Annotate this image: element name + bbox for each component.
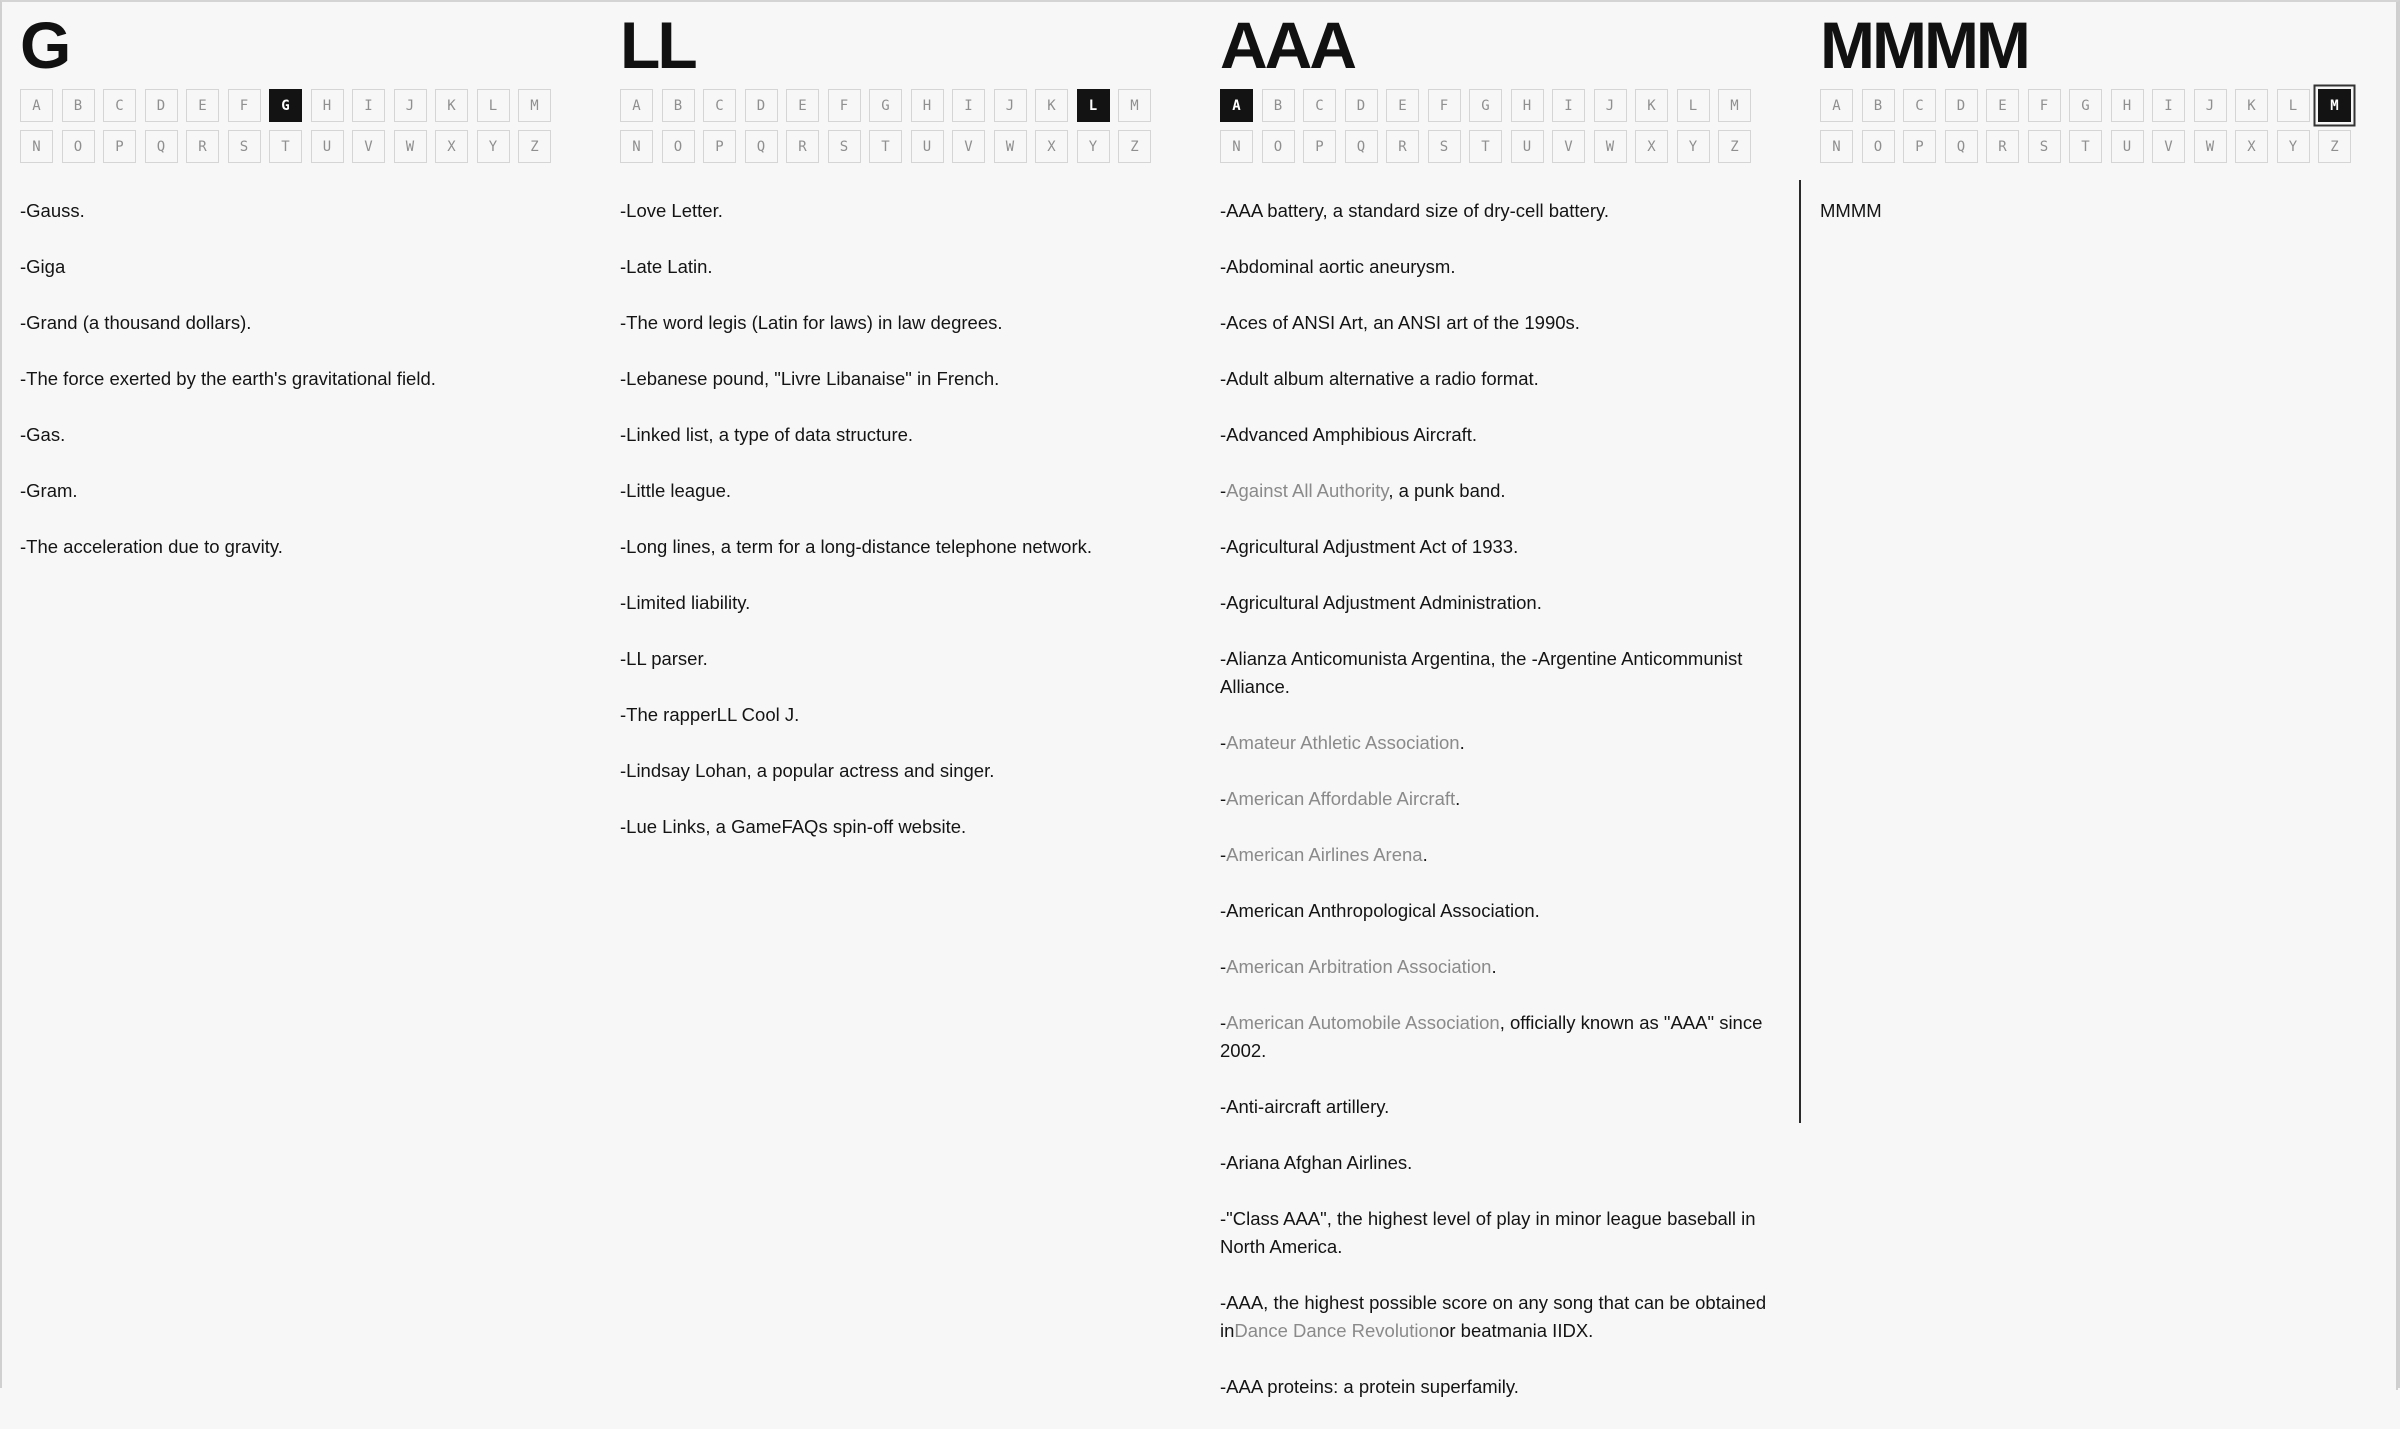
- letter-key-a[interactable]: A: [620, 89, 653, 122]
- definition-text: .: [1491, 956, 1497, 977]
- letter-key-k[interactable]: K: [1035, 89, 1068, 122]
- letter-key-x[interactable]: X: [1035, 130, 1068, 163]
- letter-row-n-z: [620, 130, 1160, 163]
- letter-key-r[interactable]: R: [1386, 130, 1419, 163]
- definition-text: -Long lines, a term for a long-distance telephone network.: [620, 536, 1093, 557]
- definition-item: [620, 701, 1180, 729]
- definition-item: [1220, 1289, 1780, 1345]
- letter-row-a-m: [1220, 89, 1760, 122]
- letter-key-t[interactable]: T: [269, 130, 302, 163]
- letter-key-o[interactable]: O: [662, 130, 695, 163]
- letter-key-q[interactable]: Q: [1945, 130, 1978, 163]
- letter-key-c[interactable]: C: [1903, 89, 1936, 122]
- letter-key-n[interactable]: N: [1820, 130, 1853, 163]
- letter-key-t[interactable]: T: [1469, 130, 1502, 163]
- letter-key-j[interactable]: J: [394, 89, 427, 122]
- letter-row-a-m: [20, 89, 560, 122]
- letter-key-c[interactable]: C: [103, 89, 136, 122]
- definition-link[interactable]: American Airlines Arena: [1226, 844, 1423, 865]
- definition-text: -: [1220, 956, 1227, 977]
- letter-key-y[interactable]: Y: [477, 130, 510, 163]
- letter-key-t[interactable]: T: [869, 130, 902, 163]
- letter-row-a-m: [1820, 89, 2360, 122]
- definition-text: -The rapperLL Cool J.: [620, 704, 800, 725]
- definition-item: [1220, 197, 1780, 225]
- definition-item: [1220, 1009, 1780, 1065]
- letter-key-f[interactable]: F: [828, 89, 861, 122]
- letter-key-s[interactable]: S: [828, 130, 861, 163]
- definition-text: or beatmania IIDX.: [1439, 1320, 1594, 1341]
- letter-row-n-z: [1220, 130, 1760, 163]
- definition-text: -Giga: [20, 256, 66, 277]
- definition-item: [1220, 1093, 1780, 1121]
- definition-item: [1220, 785, 1780, 813]
- definition-text: .: [1455, 788, 1461, 809]
- letter-key-o[interactable]: O: [62, 130, 95, 163]
- definition-text: -Gas.: [20, 424, 66, 445]
- definition-text: -Agricultural Adjustment Act of 1933.: [1220, 536, 1519, 557]
- letter-key-m[interactable]: M: [518, 89, 551, 122]
- letter-key-n[interactable]: N: [1220, 130, 1253, 163]
- letter-key-u[interactable]: U: [911, 130, 944, 163]
- window-edge: [2396, 2, 2398, 1390]
- definition-item: [1220, 365, 1780, 393]
- definition-text: -Linked list, a type of data structure.: [620, 424, 914, 445]
- letter-key-m[interactable]: M: [2318, 89, 2351, 122]
- letter-key-p[interactable]: P: [103, 130, 136, 163]
- definition-item: [1220, 421, 1780, 449]
- definition-link[interactable]: American Automobile Association: [1226, 1012, 1500, 1033]
- definition-item: [620, 197, 1180, 225]
- letter-key-x[interactable]: X: [1635, 130, 1668, 163]
- letter-key-j[interactable]: J: [1594, 89, 1627, 122]
- letter-key-y[interactable]: Y: [1077, 130, 1110, 163]
- letter-key-h[interactable]: H: [2111, 89, 2144, 122]
- letter-key-p[interactable]: P: [1303, 130, 1336, 163]
- column-title: AAA: [1220, 8, 1354, 82]
- definition-item: [1220, 477, 1780, 505]
- letter-key-p[interactable]: P: [703, 130, 736, 163]
- definition-text: -Gauss.: [20, 200, 85, 221]
- definition-item: [20, 309, 580, 337]
- definition-item: [20, 197, 580, 225]
- definition-text: -AAA proteins: a protein superfamily.: [1220, 1376, 1519, 1397]
- letter-key-q[interactable]: Q: [745, 130, 778, 163]
- letter-key-a[interactable]: A: [1220, 89, 1253, 122]
- definition-item: [1820, 197, 2380, 225]
- letter-key-z[interactable]: Z: [1718, 130, 1751, 163]
- definition-text: -: [1220, 788, 1227, 809]
- definition-item: [620, 253, 1180, 281]
- letter-key-h[interactable]: H: [1511, 89, 1544, 122]
- letter-key-v[interactable]: V: [952, 130, 985, 163]
- letter-key-v[interactable]: V: [2152, 130, 2185, 163]
- definition-text: , a punk band.: [1388, 480, 1506, 501]
- definition-text: -Late Latin.: [620, 256, 713, 277]
- letter-key-z[interactable]: Z: [1118, 130, 1151, 163]
- definition-list: [1820, 197, 2380, 253]
- definition-item: [20, 533, 580, 561]
- definition-text: , officially known as "AAA" since 2002.: [1220, 1012, 1763, 1061]
- definition-link[interactable]: Against All Authority: [1226, 480, 1389, 501]
- definition-text: -LL parser.: [620, 648, 708, 669]
- definition-text: -Anti-aircraft artillery.: [1220, 1096, 1390, 1117]
- letter-key-j[interactable]: J: [994, 89, 1027, 122]
- letter-key-v[interactable]: V: [1552, 130, 1585, 163]
- letter-key-i[interactable]: I: [352, 89, 385, 122]
- letter-key-w[interactable]: W: [2194, 130, 2227, 163]
- letter-key-h[interactable]: H: [911, 89, 944, 122]
- definition-text: -Adult album alternative a radio format.: [1220, 368, 1539, 389]
- definition-text: -Grand (a thousand dollars).: [20, 312, 252, 333]
- definition-item: [1220, 645, 1780, 701]
- column-divider: [1799, 180, 1801, 1123]
- definition-item: [1220, 533, 1780, 561]
- letter-key-e[interactable]: E: [1986, 89, 2019, 122]
- letter-key-o[interactable]: O: [1862, 130, 1895, 163]
- definition-link[interactable]: American Arbitration Association: [1226, 956, 1492, 977]
- definition-item: [20, 477, 580, 505]
- definition-text: -"Class AAA", the highest level of play in minor league baseball in North America.: [1220, 1208, 1756, 1257]
- definition-item: [1220, 309, 1780, 337]
- letter-key-d[interactable]: D: [1345, 89, 1378, 122]
- letter-key-d[interactable]: D: [1945, 89, 1978, 122]
- definition-text: .: [1422, 844, 1428, 865]
- letter-row-a-m: [620, 89, 1160, 122]
- letter-key-j[interactable]: J: [2194, 89, 2227, 122]
- letter-key-q[interactable]: Q: [1345, 130, 1378, 163]
- letter-key-r[interactable]: R: [1986, 130, 2019, 163]
- definition-text: -AAA, the highest possible score on any song that can be obtained in: [1220, 1292, 1767, 1341]
- definition-text: -Abdominal aortic aneurysm.: [1220, 256, 1456, 277]
- definition-text: -Lindsay Lohan, a popular actress and singer.: [620, 760, 995, 781]
- definition-text: -Little league.: [620, 480, 732, 501]
- letter-key-v[interactable]: V: [352, 130, 385, 163]
- letter-key-c[interactable]: C: [703, 89, 736, 122]
- letter-key-i[interactable]: I: [952, 89, 985, 122]
- definition-item: [620, 477, 1180, 505]
- definition-text: -Lebanese pound, "Livre Libanaise" in French.: [620, 368, 1000, 389]
- letter-key-t[interactable]: T: [2069, 130, 2102, 163]
- definition-item: [1220, 841, 1780, 869]
- definition-text: -: [1220, 1012, 1227, 1033]
- letter-key-k[interactable]: K: [1635, 89, 1668, 122]
- definition-link[interactable]: Amateur Athletic Association: [1226, 732, 1460, 753]
- letter-key-q[interactable]: Q: [145, 130, 178, 163]
- letter-key-o[interactable]: O: [1262, 130, 1295, 163]
- definition-item: [1220, 253, 1780, 281]
- definition-text: -Advanced Amphibious Aircraft.: [1220, 424, 1478, 445]
- definition-text: -Aces of ANSI Art, an ANSI art of the 1990s.: [1220, 312, 1580, 333]
- letter-key-d[interactable]: D: [745, 89, 778, 122]
- definition-text: MMMM: [1820, 200, 1882, 221]
- letter-key-k[interactable]: K: [435, 89, 468, 122]
- letter-key-u[interactable]: U: [1511, 130, 1544, 163]
- letter-key-d[interactable]: D: [145, 89, 178, 122]
- letter-key-w[interactable]: W: [994, 130, 1027, 163]
- letter-key-z[interactable]: Z: [2318, 130, 2351, 163]
- letter-key-g[interactable]: G: [269, 89, 302, 122]
- letter-key-x[interactable]: X: [2235, 130, 2268, 163]
- letter-key-a[interactable]: A: [1820, 89, 1853, 122]
- definition-text: -Ariana Afghan Airlines.: [1220, 1152, 1413, 1173]
- letter-key-z[interactable]: Z: [518, 130, 551, 163]
- definition-item: [1220, 1373, 1780, 1401]
- letter-key-e[interactable]: E: [186, 89, 219, 122]
- definition-text: -Agricultural Adjustment Administration.: [1220, 592, 1542, 613]
- definition-item: [620, 589, 1180, 617]
- letter-key-k[interactable]: K: [2235, 89, 2268, 122]
- letter-key-l[interactable]: L: [2277, 89, 2310, 122]
- definition-text: -American Anthropological Association.: [1220, 900, 1540, 921]
- definition-text: -The word legis (Latin for laws) in law degrees.: [620, 312, 1003, 333]
- definition-item: [20, 253, 580, 281]
- definition-link[interactable]: American Affordable Aircraft: [1226, 788, 1456, 809]
- definition-item: [620, 421, 1180, 449]
- definition-text: -: [1220, 480, 1227, 501]
- definition-item: [1220, 1149, 1780, 1177]
- definition-text: -Love Letter.: [620, 200, 723, 221]
- letter-key-i[interactable]: I: [2152, 89, 2185, 122]
- definition-item: [20, 421, 580, 449]
- definition-item: [620, 645, 1180, 673]
- letter-key-b[interactable]: B: [62, 89, 95, 122]
- letter-key-l[interactable]: L: [1077, 89, 1110, 122]
- definition-item: [620, 757, 1180, 785]
- definition-item: [620, 533, 1180, 561]
- letter-key-m[interactable]: M: [1118, 89, 1151, 122]
- letter-key-y[interactable]: Y: [1677, 130, 1710, 163]
- definition-text: -: [1220, 732, 1227, 753]
- definition-text: .: [1459, 732, 1465, 753]
- letter-key-f[interactable]: F: [228, 89, 261, 122]
- letter-key-h[interactable]: H: [311, 89, 344, 122]
- definition-text: -Gram.: [20, 480, 78, 501]
- definition-text: -The acceleration due to gravity.: [20, 536, 283, 557]
- letter-key-g[interactable]: G: [2069, 89, 2102, 122]
- letter-key-n[interactable]: N: [620, 130, 653, 163]
- definition-text: -The force exerted by the earth's gravitational field.: [20, 368, 436, 389]
- letter-key-b[interactable]: B: [1262, 89, 1295, 122]
- definition-text: -Alianza Anticomunista Argentina, the -Argentine Anticommunist Alliance.: [1220, 648, 1743, 697]
- definition-item: [620, 365, 1180, 393]
- letter-key-g[interactable]: G: [869, 89, 902, 122]
- letter-key-f[interactable]: F: [1428, 89, 1461, 122]
- letter-key-u[interactable]: U: [311, 130, 344, 163]
- letter-row-n-z: [20, 130, 560, 163]
- definition-list: [620, 197, 1180, 869]
- letter-row-n-z: [1820, 130, 2360, 163]
- letter-key-g[interactable]: G: [1469, 89, 1502, 122]
- column-title: G: [20, 8, 69, 82]
- letter-key-m[interactable]: M: [1718, 89, 1751, 122]
- definition-item: [1220, 953, 1780, 981]
- definition-text: -Lue Links, a GameFAQs spin-off website.: [620, 816, 967, 837]
- definition-item: [1220, 589, 1780, 617]
- definition-item: [1220, 729, 1780, 757]
- letter-key-s[interactable]: S: [228, 130, 261, 163]
- letter-key-b[interactable]: B: [662, 89, 695, 122]
- definition-list: [20, 197, 580, 589]
- definition-item: [1220, 897, 1780, 925]
- definition-item: [20, 365, 580, 393]
- letter-key-y[interactable]: Y: [2277, 130, 2310, 163]
- letter-key-x[interactable]: X: [435, 130, 468, 163]
- letter-key-w[interactable]: W: [394, 130, 427, 163]
- letter-key-f[interactable]: F: [2028, 89, 2061, 122]
- letter-key-c[interactable]: C: [1303, 89, 1336, 122]
- letter-key-b[interactable]: B: [1862, 89, 1895, 122]
- letter-key-l[interactable]: L: [1677, 89, 1710, 122]
- letter-key-n[interactable]: N: [20, 130, 53, 163]
- letter-key-e[interactable]: E: [786, 89, 819, 122]
- definition-text: -Limited liability.: [620, 592, 751, 613]
- letter-key-s[interactable]: S: [2028, 130, 2061, 163]
- letter-key-i[interactable]: I: [1552, 89, 1585, 122]
- definition-item: [620, 813, 1180, 841]
- definition-text: -AAA battery, a standard size of dry-cell battery.: [1220, 200, 1610, 221]
- letter-key-s[interactable]: S: [1428, 130, 1461, 163]
- column-title: LL: [620, 8, 695, 82]
- definition-link[interactable]: Dance Dance Revolution: [1234, 1320, 1440, 1341]
- letter-key-r[interactable]: R: [786, 130, 819, 163]
- letter-key-e[interactable]: E: [1386, 89, 1419, 122]
- definition-item: [620, 309, 1180, 337]
- definition-item: [1220, 1205, 1780, 1261]
- letter-key-p[interactable]: P: [1903, 130, 1936, 163]
- letter-key-u[interactable]: U: [2111, 130, 2144, 163]
- letter-key-a[interactable]: A: [20, 89, 53, 122]
- definition-text: -: [1220, 844, 1227, 865]
- definition-list: [1220, 197, 1780, 1429]
- column-title: MMMM: [1820, 8, 2028, 82]
- letter-key-l[interactable]: L: [477, 89, 510, 122]
- letter-key-r[interactable]: R: [186, 130, 219, 163]
- letter-key-w[interactable]: W: [1594, 130, 1627, 163]
